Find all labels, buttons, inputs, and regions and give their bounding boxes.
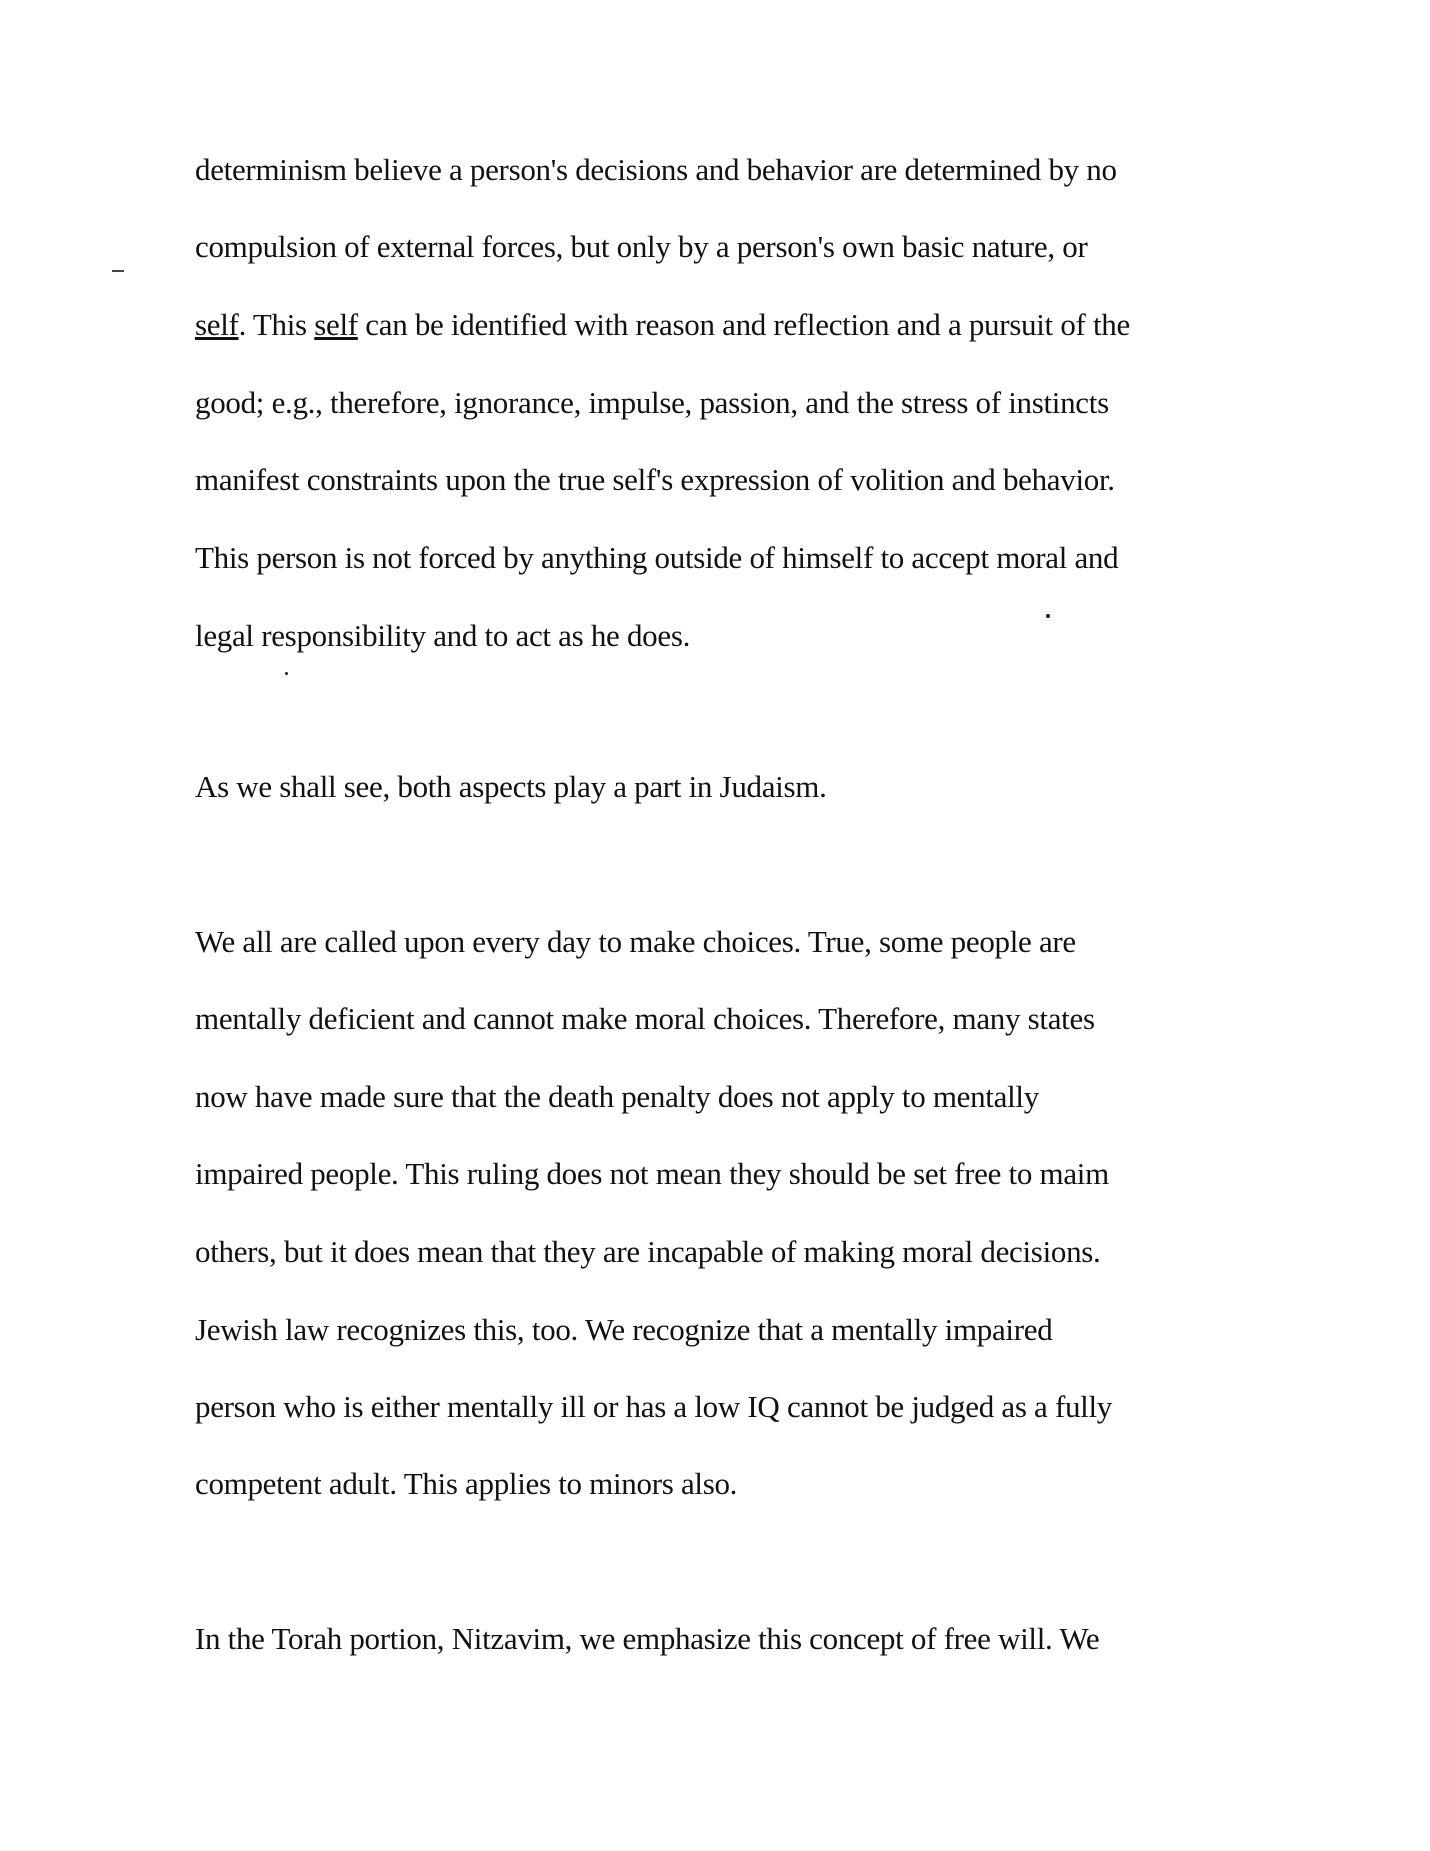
- paragraph-3-line-4: impaired people. This ruling does not mean they should be set free to maim: [195, 1156, 1109, 1191]
- paragraph-1-line-7: legal responsibility and to act as he does.: [195, 618, 691, 653]
- paragraph-1-line-2: compulsion of external forces, but only by a person's own basic nature, or: [195, 229, 1088, 264]
- underlined-self: self: [195, 307, 239, 342]
- scan-speck: [285, 672, 288, 675]
- text-run: can be identified with reason and reflection and a pursuit of the: [357, 307, 1130, 342]
- underlined-self: self: [314, 307, 358, 342]
- text-run: . This: [238, 307, 315, 342]
- paragraph-3-line-6: Jewish law recognizes this, too. We recognize that a mentally impaired: [195, 1312, 1053, 1347]
- paragraph-1-line-1: determinism believe a person's decisions and behavior are determined by no: [195, 152, 1117, 187]
- paragraph-3-line-7: person who is either mentally ill or has a low IQ cannot be judged as a fully: [195, 1389, 1112, 1424]
- paragraph-1-line-4: good; e.g., therefore, ignorance, impulse, passion, and the stress of instincts: [195, 385, 1109, 420]
- paragraph-2-line-1: As we shall see, both aspects play a part in Judaism.: [195, 769, 827, 804]
- paragraph-3-line-8: competent adult. This applies to minors also.: [195, 1466, 738, 1501]
- paragraph-4-line-1: In the Torah portion, Nitzavim, we emphasize this concept of free will. We: [195, 1621, 1100, 1656]
- paragraph-3-line-5: others, but it does mean that they are incapable of making moral decisions.: [195, 1234, 1101, 1269]
- paragraph-1-line-6: This person is not forced by anything outside of himself to accept moral and: [195, 540, 1119, 575]
- paragraph-3-line-1: We all are called upon every day to make choices. True, some people are: [195, 924, 1076, 959]
- scan-speck: [1046, 614, 1050, 618]
- paragraph-3-line-2: mentally deficient and cannot make moral choices. Therefore, many states: [195, 1001, 1095, 1036]
- paragraph-1-line-3: [195, 305, 1130, 345]
- scan-speck: [112, 270, 124, 272]
- paragraph-1-line-5: manifest constraints upon the true self's expression of volition and behavior.: [195, 462, 1115, 497]
- paragraph-3-line-3: now have made sure that the death penalty does not apply to mentally: [195, 1079, 1039, 1114]
